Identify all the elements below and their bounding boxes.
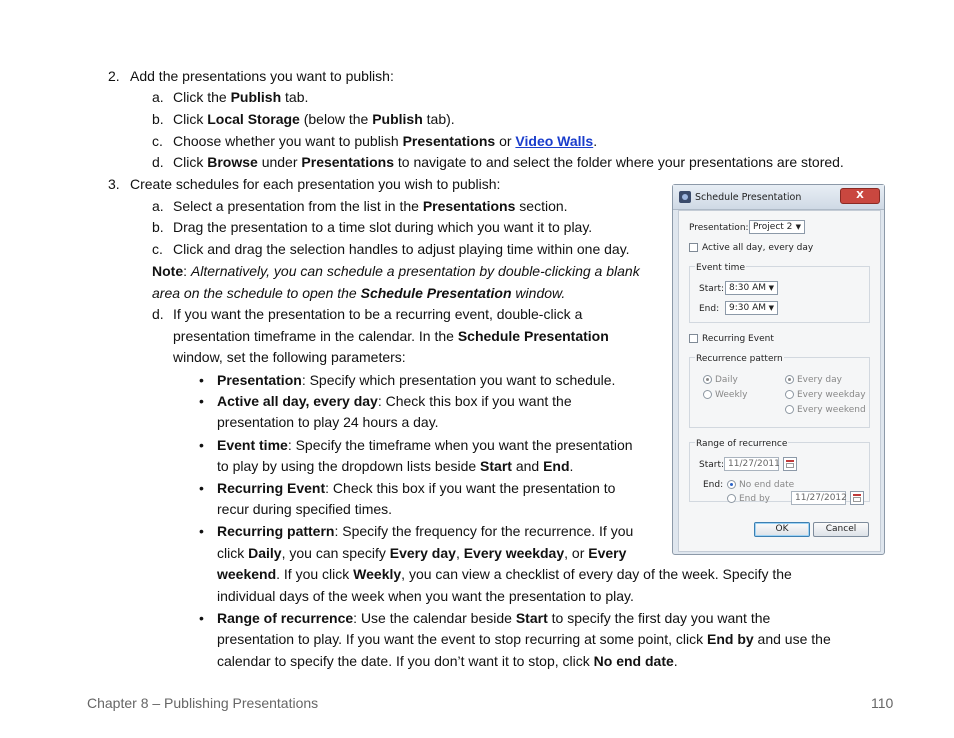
video-walls-link[interactable]: Video Walls (515, 133, 594, 149)
footer-page-number: 110 (871, 695, 894, 711)
step-3d-line-1: If you want the presentation to be a recurring event, double-click a (173, 306, 583, 322)
bullet-5-line-3: weekend. If you click Weekly, you can view a checklist of every day of the week. Specify the (217, 566, 792, 582)
schedule-presentation-dialog (672, 184, 885, 555)
bullet-6-text: Range of recurrence: Use the calendar beside Start to specify the first day you want the (217, 610, 771, 626)
step-2-text: Add the presentations you want to publish: (130, 68, 394, 84)
end-by-calendar-icon[interactable] (850, 491, 864, 505)
bullet-6-line-3: calendar to specify the date. If you don’t want it to stop, click No end date. (217, 653, 678, 669)
every-weekend-label: Every weekend (797, 405, 866, 415)
bullet-6-line-2: presentation to play. If you want the event to stop recurring at some point, click End by and use the (217, 631, 831, 647)
step-2d-text: Click Browse under Presentations to navigate to and select the folder where your presentations are stored. (173, 154, 844, 170)
bullet-3-dot: • (199, 437, 204, 453)
bullet-4-line-2: recur during specified times. (217, 501, 393, 517)
bullet-6-dot: • (199, 610, 204, 626)
dialog-title: Schedule Presentation (695, 192, 802, 203)
no-end-date-radio[interactable] (727, 480, 736, 489)
footer-chapter: Chapter 8 – Publishing Presentations (87, 695, 319, 711)
every-weekday-radio[interactable] (785, 390, 794, 399)
step-3c-text: Click and drag the selection handles to adjust playing time within one day. (173, 241, 630, 257)
bullet-5-line-2: click Daily, you can specify Every day, Every weekday, or Every (217, 545, 627, 561)
step-2b-number: b. (152, 111, 164, 127)
range-start-calendar-icon[interactable] (783, 457, 797, 471)
range-start-label: Start: (699, 460, 725, 470)
bullet-1-text: Presentation: Specify which presentation you want to schedule. (217, 372, 616, 388)
end-time-value: 9:30 AM (729, 303, 766, 313)
weekly-radio[interactable] (703, 390, 712, 399)
event-time-group (689, 266, 870, 323)
app-icon (679, 191, 691, 203)
range-start-date-field[interactable]: 11/27/2011 (724, 457, 779, 471)
ok-button[interactable]: OK (754, 522, 810, 537)
weekly-label: Weekly (715, 390, 748, 400)
step-2c-number: c. (152, 133, 163, 149)
step-2a-text: Click the Publish tab. (173, 89, 309, 105)
step-3d-number: d. (152, 306, 164, 322)
presentation-value: Project 2 (753, 222, 793, 232)
presentation-dropdown[interactable] (749, 220, 805, 234)
range-of-recurrence-label: Range of recurrence (696, 439, 788, 449)
bullet-2-dot: • (199, 393, 204, 409)
step-3d-line-3: window, set the following parameters: (173, 349, 406, 365)
recurring-event-checkbox[interactable] (689, 334, 698, 343)
step-2a-number: a. (152, 89, 164, 105)
start-time-dropdown[interactable] (725, 281, 778, 295)
event-time-label: Event time (696, 263, 745, 273)
no-end-date-label: No end date (739, 480, 795, 490)
daily-label: Daily (715, 375, 738, 385)
note-line-2: area on the schedule to open the Schedule Presentation window. (152, 285, 566, 301)
bullet-3-text: Event time: Specify the timeframe when you want the presentation (217, 437, 633, 453)
step-3a-text: Select a presentation from the list in the Presentations section. (173, 198, 568, 214)
active-all-day-checkbox[interactable] (689, 243, 698, 252)
bullet-4-dot: • (199, 480, 204, 496)
bullet-4-text: Recurring Event: Check this box if you want the presentation to (217, 480, 616, 496)
end-time-label: End: (699, 304, 720, 314)
bullet-5-text: Recurring pattern: Specify the frequency for the recurrence. If you (217, 523, 634, 539)
step-3b-number: b. (152, 219, 164, 235)
step-3c-number: c. (152, 241, 163, 257)
daily-radio[interactable] (703, 375, 712, 384)
step-2-number: 2. (108, 68, 120, 84)
bullet-2-line-2: presentation to play 24 hours a day. (217, 414, 439, 430)
bullet-5-dot: • (199, 523, 204, 539)
range-end-label: End: (703, 480, 724, 490)
cancel-button[interactable]: Cancel (813, 522, 869, 537)
chevron-down-icon: ▼ (795, 223, 801, 231)
start-time-value: 8:30 AM (729, 283, 766, 293)
bullet-2-text: Active all day, every day: Check this box if you want the (217, 393, 572, 409)
step-2c-text: Choose whether you want to publish Presentations or Video Walls. (173, 133, 598, 149)
note-line-1: Note: Alternatively, you can schedule a presentation by double-clicking a blank (152, 263, 640, 279)
dialog-body (678, 210, 881, 552)
bullet-5-line-4: individual days of the week when you want the presentation to play. (217, 588, 634, 604)
end-by-date-field[interactable]: 11/27/2012 (791, 491, 846, 505)
step-3-number: 3. (108, 176, 120, 192)
step-3a-number: a. (152, 198, 164, 214)
presentation-label: Presentation: (689, 223, 749, 233)
every-weekend-radio[interactable] (785, 405, 794, 414)
every-weekday-label: Every weekday (797, 390, 866, 400)
every-day-radio[interactable] (785, 375, 794, 384)
chevron-down-icon: ▼ (768, 284, 774, 292)
end-time-dropdown[interactable] (725, 301, 778, 315)
recurring-event-label: Recurring Event (702, 334, 774, 344)
close-button[interactable]: X (840, 188, 880, 204)
bullet-3-line-2: to play by using the dropdown lists beside Start and End. (217, 458, 574, 474)
recurrence-pattern-label: Recurrence pattern (696, 354, 783, 364)
bullet-1-dot: • (199, 372, 204, 388)
dialog-title-bar (673, 185, 884, 210)
step-2b-text: Click Local Storage (below the Publish tab). (173, 111, 455, 127)
step-3b-text: Drag the presentation to a time slot during which you want it to play. (173, 219, 593, 235)
end-by-radio[interactable] (727, 494, 736, 503)
every-day-label: Every day (797, 375, 842, 385)
end-by-label: End by (739, 494, 771, 504)
step-3-text: Create schedules for each presentation you wish to publish: (130, 176, 501, 192)
step-3d-line-2: presentation timeframe in the calendar. In the Schedule Presentation (173, 328, 609, 344)
start-time-label: Start: (699, 284, 725, 294)
step-2d-number: d. (152, 154, 164, 170)
active-all-day-label: Active all day, every day (702, 243, 814, 253)
chevron-down-icon: ▼ (768, 304, 774, 312)
